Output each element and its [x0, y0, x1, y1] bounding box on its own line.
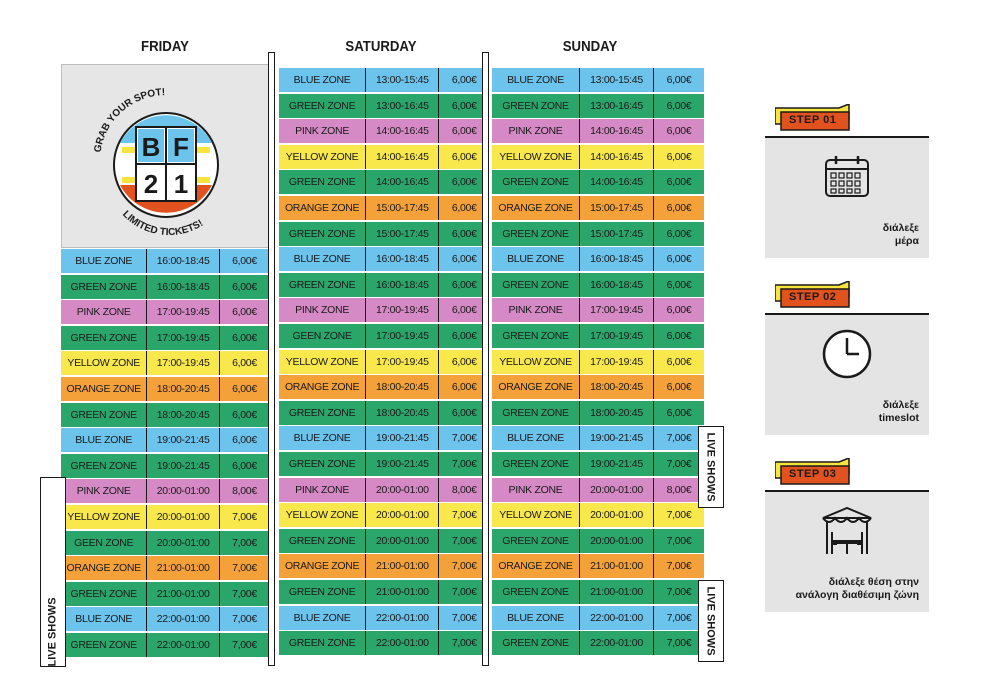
time-cell: 20:00-01:00 [366, 529, 439, 553]
schedule-row [492, 350, 704, 374]
price-cell: 6,00€ [232, 306, 257, 319]
schedule-row [279, 324, 489, 348]
schedule-row [279, 145, 489, 169]
zone-cell: GREEN ZONE [492, 631, 580, 655]
logo-top-arc-text: GRAB YOUR SPOT! [92, 86, 166, 154]
time-cell: 19:00-21:45 [147, 428, 220, 452]
price-cell: 6,00€ [451, 74, 477, 86]
price-cell: 6,00€ [451, 176, 477, 189]
zone-cell: YELLOW ZONE [279, 350, 366, 374]
time-cell: 20:00-01:00 [147, 531, 220, 555]
zone-cell: GREEN ZONE [492, 580, 580, 604]
price-cell: 6,00€ [666, 202, 692, 214]
price-cell: 6,00€ [666, 150, 692, 163]
zone-cell: GREEN ZONE [61, 454, 147, 478]
price-cell: 6,00€ [451, 330, 477, 342]
zone-cell: YELLOW ZONE [61, 505, 147, 529]
schedule-row [279, 580, 489, 604]
price-cell: 7,00€ [232, 536, 257, 549]
schedule-row [492, 478, 704, 502]
schedule-row [279, 631, 489, 655]
time-cell: 21:00-01:00 [147, 556, 220, 580]
zone-cell: PINK ZONE [492, 298, 580, 322]
step-3-text [796, 576, 919, 602]
zone-cell: BLUE ZONE [492, 606, 580, 630]
step-panel-3 [765, 490, 929, 612]
price-cell: 6,00€ [451, 202, 477, 214]
price-cell: 6,00€ [666, 381, 692, 394]
schedule-row [492, 94, 704, 118]
price-cell: 6,00€ [451, 406, 477, 419]
price-cell: 6,00€ [666, 278, 692, 291]
zone-cell: GREEN ZONE [492, 170, 580, 194]
price-cell: 6,00€ [232, 383, 257, 395]
time-cell: 18:00-20:45 [147, 377, 220, 401]
price-cell: 7,00€ [232, 639, 257, 651]
schedule-row [279, 401, 489, 425]
price-cell: 7,00€ [451, 534, 477, 547]
step-tag-label: STEP 03 [789, 468, 837, 480]
live-shows-label-sunday-top [698, 426, 724, 508]
time-cell: 16:00-18:45 [580, 273, 654, 297]
zone-cell: ORANGE ZONE [492, 196, 580, 220]
logo-bottom-arc-text: LIMITED TICKETS! [120, 208, 206, 239]
time-cell: 22:00-01:00 [147, 633, 220, 657]
time-cell: 13:00-16:45 [580, 94, 654, 118]
zone-cell: GREEN ZONE [492, 222, 580, 246]
zone-cell: PINK ZONE [279, 298, 366, 322]
time-cell: 17:00-19:45 [147, 326, 220, 350]
schedule-row [492, 298, 704, 322]
step-tag-3 [775, 458, 853, 486]
schedule-row [61, 479, 269, 503]
time-cell: 13:00-15:45 [366, 68, 439, 92]
schedule-row [279, 273, 489, 297]
price-cell: 6,00€ [666, 176, 692, 189]
calendar-icon [822, 152, 872, 202]
zone-cell: GREEN ZONE [61, 633, 147, 657]
schedule-row [279, 426, 489, 450]
zone-cell: GREEN ZONE [492, 324, 580, 348]
time-cell: 20:00-01:00 [366, 503, 439, 527]
time-cell: 21:00-01:00 [366, 554, 439, 578]
step-2-text [879, 399, 919, 425]
zone-cell: ORANGE ZONE [279, 554, 366, 578]
zone-cell: GREEN ZONE [61, 582, 147, 606]
time-cell: 16:00-18:45 [366, 247, 439, 271]
price-cell: 6,00€ [451, 253, 477, 266]
time-cell: 21:00-01:00 [580, 554, 654, 578]
time-cell: 17:00-19:45 [580, 350, 654, 374]
schedule-row [492, 375, 704, 399]
time-cell: 17:00-19:45 [366, 324, 439, 348]
zone-cell: GREEN ZONE [279, 580, 366, 604]
time-cell: 22:00-01:00 [580, 631, 654, 655]
schedule-row [61, 249, 269, 273]
price-cell: 7,00€ [451, 611, 477, 624]
zone-cell: BLUE ZONE [61, 428, 147, 452]
schedule-row [61, 531, 269, 555]
zone-cell: BLUE ZONE [61, 607, 147, 631]
price-cell: 6,00€ [451, 227, 477, 240]
time-cell: 14:00-16:45 [580, 119, 654, 143]
schedule-row [279, 606, 489, 630]
column-divider-friday-saturday [268, 52, 275, 666]
time-cell: 18:00-20:45 [580, 401, 654, 425]
time-cell: 19:00-21:45 [147, 454, 220, 478]
schedule-row [61, 454, 269, 478]
step-3-line2: ανάλογη διαθέσιμη ζώνη [795, 589, 919, 601]
price-cell: 6,00€ [232, 280, 257, 293]
time-cell: 13:00-15:45 [580, 68, 654, 92]
time-cell: 13:00-16:45 [366, 94, 439, 118]
step-panel-1 [765, 136, 929, 258]
schedule-row [61, 377, 269, 401]
zone-cell: ORANGE ZONE [492, 375, 580, 399]
schedule-row [279, 350, 489, 374]
price-cell: 7,00€ [666, 534, 692, 547]
price-cell: 6,00€ [451, 304, 477, 317]
zone-cell: GREEN ZONE [279, 273, 366, 297]
time-cell: 15:00-17:45 [580, 222, 654, 246]
zone-cell: BLUE ZONE [492, 68, 580, 92]
step-1-line2: μέρα [894, 235, 919, 247]
price-cell: 6,00€ [451, 381, 477, 394]
price-cell: 8,00€ [666, 483, 692, 496]
price-cell: 7,00€ [451, 560, 477, 573]
schedule-row [61, 607, 269, 631]
time-cell: 18:00-20:45 [580, 375, 654, 399]
price-cell: 6,00€ [666, 406, 692, 419]
price-cell: 6,00€ [451, 99, 477, 112]
live-shows-text: LIVE SHOWS [47, 597, 59, 667]
zone-cell: GREEN ZONE [279, 529, 366, 553]
price-cell: 6,00€ [232, 357, 257, 370]
time-cell: 18:00-20:45 [147, 403, 220, 427]
time-cell: 22:00-01:00 [580, 606, 654, 630]
schedule-row [279, 222, 489, 246]
step-1-text [883, 222, 919, 248]
schedule-row [279, 478, 489, 502]
time-cell: 16:00-18:45 [147, 249, 220, 273]
price-cell: 7,00€ [666, 509, 692, 522]
live-shows-text: LIVE SHOWS [705, 432, 717, 502]
schedule-row [492, 606, 704, 630]
price-cell: 7,00€ [232, 562, 257, 575]
price-cell: 6,00€ [232, 434, 257, 447]
schedule-row [492, 119, 704, 143]
zone-cell: YELLOW ZONE [279, 503, 366, 527]
zone-cell: GREEN ZONE [279, 94, 366, 118]
schedule-row [61, 428, 269, 452]
zone-cell: ORANGE ZONE [279, 375, 366, 399]
step-1-line1: διάλεξε [882, 222, 919, 234]
time-cell: 17:00-19:45 [580, 298, 654, 322]
zone-cell: ORANGE ZONE [279, 196, 366, 220]
schedule-row [279, 375, 489, 399]
zone-cell: ORANGE ZONE [61, 556, 147, 580]
price-cell: 6,00€ [451, 355, 477, 368]
step-tag-label: STEP 02 [789, 291, 837, 303]
zone-cell: BLUE ZONE [279, 606, 366, 630]
time-cell: 20:00-01:00 [580, 478, 654, 502]
schedule-row [61, 326, 269, 350]
price-cell: 6,00€ [232, 408, 257, 421]
time-cell: 15:00-17:45 [366, 196, 439, 220]
logo-letter-b: B [141, 132, 161, 162]
zone-cell: BLUE ZONE [61, 249, 147, 273]
schedule-row [492, 529, 704, 553]
price-cell: 6,00€ [666, 355, 692, 368]
schedule-row [492, 273, 704, 297]
price-cell: 6,00€ [666, 99, 692, 112]
price-cell: 6,00€ [232, 255, 257, 267]
clock-icon [820, 327, 874, 381]
time-cell: 17:00-19:45 [147, 351, 220, 375]
time-cell: 14:00-16:45 [366, 145, 439, 169]
zone-cell: YELLOW ZONE [492, 145, 580, 169]
price-cell: 6,00€ [666, 253, 692, 266]
schedule-row [61, 633, 269, 657]
price-cell: 7,00€ [451, 509, 477, 522]
step-2-line1: διάλεξε [882, 399, 919, 411]
time-cell: 17:00-19:45 [366, 350, 439, 374]
schedule-row [279, 529, 489, 553]
schedule-row [279, 68, 489, 92]
schedule-row [492, 401, 704, 425]
time-cell: 20:00-01:00 [580, 503, 654, 527]
price-cell: 7,00€ [666, 637, 692, 650]
time-cell: 14:00-16:45 [366, 170, 439, 194]
zone-cell: GREEN ZONE [279, 222, 366, 246]
time-cell: 21:00-01:00 [580, 580, 654, 604]
schedule-row [492, 554, 704, 578]
zone-cell: GREEN ZONE [492, 94, 580, 118]
price-cell: 6,00€ [666, 125, 692, 138]
price-cell: 6,00€ [666, 74, 692, 86]
schedule-row [279, 196, 489, 220]
price-cell: 7,00€ [666, 432, 692, 445]
price-cell: 7,00€ [666, 458, 692, 470]
time-cell: 18:00-20:45 [366, 401, 439, 425]
zone-cell: GREEN ZONE [279, 452, 366, 476]
time-cell: 20:00-01:00 [580, 529, 654, 553]
time-cell: 16:00-18:45 [580, 247, 654, 271]
logo-letter-f: F [173, 132, 189, 162]
schedule-row [279, 170, 489, 194]
time-cell: 19:00-21:45 [580, 426, 654, 450]
time-cell: 14:00-16:45 [580, 170, 654, 194]
schedule-row [61, 403, 269, 427]
price-cell: 7,00€ [232, 511, 257, 523]
price-cell: 7,00€ [451, 637, 477, 650]
zone-cell: ORANGE ZONE [61, 377, 147, 401]
price-cell: 6,00€ [666, 304, 692, 317]
schedule-row [61, 300, 269, 324]
day-heading-saturday: SATURDAY [345, 38, 417, 55]
bf21-logo [62, 65, 268, 247]
time-cell: 17:00-19:45 [366, 298, 439, 322]
price-cell: 6,00€ [451, 150, 477, 163]
schedule-row [279, 298, 489, 322]
schedule-row [61, 505, 269, 529]
promo-logo-panel [61, 64, 269, 248]
zone-cell: ORANGE ZONE [492, 554, 580, 578]
schedule-row [492, 580, 704, 604]
price-cell: 7,00€ [451, 458, 477, 470]
time-cell: 19:00-21:45 [366, 426, 439, 450]
sunday-schedule [492, 68, 704, 660]
time-cell: 22:00-01:00 [147, 607, 220, 631]
zone-cell: PINK ZONE [279, 119, 366, 143]
zone-cell: GEEN ZONE [61, 531, 147, 555]
price-cell: 6,00€ [666, 330, 692, 342]
price-cell: 6,00€ [666, 227, 692, 240]
schedule-row [61, 275, 269, 299]
price-cell: 8,00€ [451, 483, 477, 496]
zone-cell: BLUE ZONE [492, 426, 580, 450]
time-cell: 14:00-16:45 [580, 145, 654, 169]
zone-cell: GREEN ZONE [279, 631, 366, 655]
time-cell: 21:00-01:00 [147, 582, 220, 606]
price-cell: 7,00€ [451, 432, 477, 445]
zone-cell: GREEN ZONE [492, 273, 580, 297]
zone-cell: GREEN ZONE [279, 170, 366, 194]
time-cell: 22:00-01:00 [366, 606, 439, 630]
price-cell: 6,00€ [451, 278, 477, 291]
zone-cell: GREEN ZONE [61, 326, 147, 350]
time-cell: 20:00-01:00 [147, 505, 220, 529]
saturday-schedule [279, 68, 489, 660]
zone-cell: PINK ZONE [279, 478, 366, 502]
price-cell: 6,00€ [232, 459, 257, 472]
time-cell: 15:00-17:45 [580, 196, 654, 220]
schedule-row [492, 503, 704, 527]
logo-digit-2: 2 [143, 169, 159, 199]
zone-cell: PINK ZONE [492, 478, 580, 502]
zone-cell: YELLOW ZONE [492, 350, 580, 374]
time-cell: 22:00-01:00 [366, 631, 439, 655]
time-cell: 19:00-21:45 [580, 452, 654, 476]
zone-cell: YELLOW ZONE [61, 351, 147, 375]
price-cell: 7,00€ [232, 613, 257, 626]
price-cell: 8,00€ [232, 485, 257, 498]
zone-cell: BLUE ZONE [279, 247, 366, 271]
price-cell: 7,00€ [666, 611, 692, 624]
zone-cell: PINK ZONE [61, 300, 147, 324]
schedule-row [492, 68, 704, 92]
schedule-row [61, 351, 269, 375]
price-cell: 7,00€ [232, 587, 257, 600]
schedule-row [492, 222, 704, 246]
schedule-row [492, 426, 704, 450]
zone-cell: GREEN ZONE [279, 401, 366, 425]
schedule-row [492, 196, 704, 220]
time-cell: 17:00-19:45 [147, 300, 220, 324]
zone-cell: YELLOW ZONE [492, 503, 580, 527]
step-tag-1 [775, 104, 853, 132]
schedule-row [492, 631, 704, 655]
logo-digit-1: 1 [173, 169, 189, 199]
schedule-row [492, 145, 704, 169]
price-cell: 6,00€ [451, 125, 477, 138]
schedule-row [61, 582, 269, 606]
zone-cell: BLUE ZONE [492, 247, 580, 271]
table-seat-icon [819, 504, 875, 558]
schedule-row [279, 247, 489, 271]
schedule-row [492, 170, 704, 194]
zone-cell: BLUE ZONE [279, 426, 366, 450]
live-shows-text: LIVE SHOWS [705, 586, 717, 656]
price-cell: 7,00€ [451, 586, 477, 598]
schedule-row [279, 452, 489, 476]
column-divider-saturday-sunday [482, 52, 489, 666]
zone-cell: GEEN ZONE [279, 324, 366, 348]
time-cell: 15:00-17:45 [366, 222, 439, 246]
zone-cell: PINK ZONE [492, 119, 580, 143]
time-cell: 18:00-20:45 [366, 375, 439, 399]
zone-cell: GREEN ZONE [492, 401, 580, 425]
zone-cell: GREEN ZONE [61, 275, 147, 299]
price-cell: 7,00€ [666, 560, 692, 573]
schedule-row [492, 247, 704, 271]
schedule-row [492, 452, 704, 476]
schedule-row [279, 554, 489, 578]
time-cell: 14:00-16:45 [366, 119, 439, 143]
zone-cell: GREEN ZONE [492, 452, 580, 476]
time-cell: 21:00-01:00 [366, 580, 439, 604]
price-cell: 6,00€ [232, 331, 257, 344]
time-cell: 16:00-18:45 [366, 273, 439, 297]
zone-cell: PINK ZONE [61, 479, 147, 503]
step-3-line1: διάλεξε θέση στην [828, 576, 919, 588]
zone-cell: GREEN ZONE [61, 403, 147, 427]
schedule-row [279, 119, 489, 143]
zone-cell: BLUE ZONE [279, 68, 366, 92]
zone-cell: GREEN ZONE [492, 529, 580, 553]
schedule-row [61, 556, 269, 580]
schedule-row [492, 324, 704, 348]
live-shows-label-sunday-bottom [698, 580, 724, 662]
step-tag-label: STEP 01 [789, 114, 837, 126]
time-cell: 19:00-21:45 [366, 452, 439, 476]
live-shows-label-friday [40, 477, 66, 667]
time-cell: 20:00-01:00 [147, 479, 220, 503]
step-panel-2 [765, 313, 929, 435]
zone-cell: YELLOW ZONE [279, 145, 366, 169]
time-cell: 17:00-19:45 [580, 324, 654, 348]
step-tag-2 [775, 281, 853, 309]
time-cell: 16:00-18:45 [147, 275, 220, 299]
day-heading-sunday: SUNDAY [562, 38, 618, 55]
time-cell: 20:00-01:00 [366, 478, 439, 502]
schedule-row [279, 503, 489, 527]
step-2-line2: timeslot [878, 412, 919, 424]
price-cell: 7,00€ [666, 586, 692, 598]
day-heading-friday: FRIDAY [141, 38, 189, 55]
friday-schedule [61, 249, 269, 659]
schedule-row [279, 94, 489, 118]
